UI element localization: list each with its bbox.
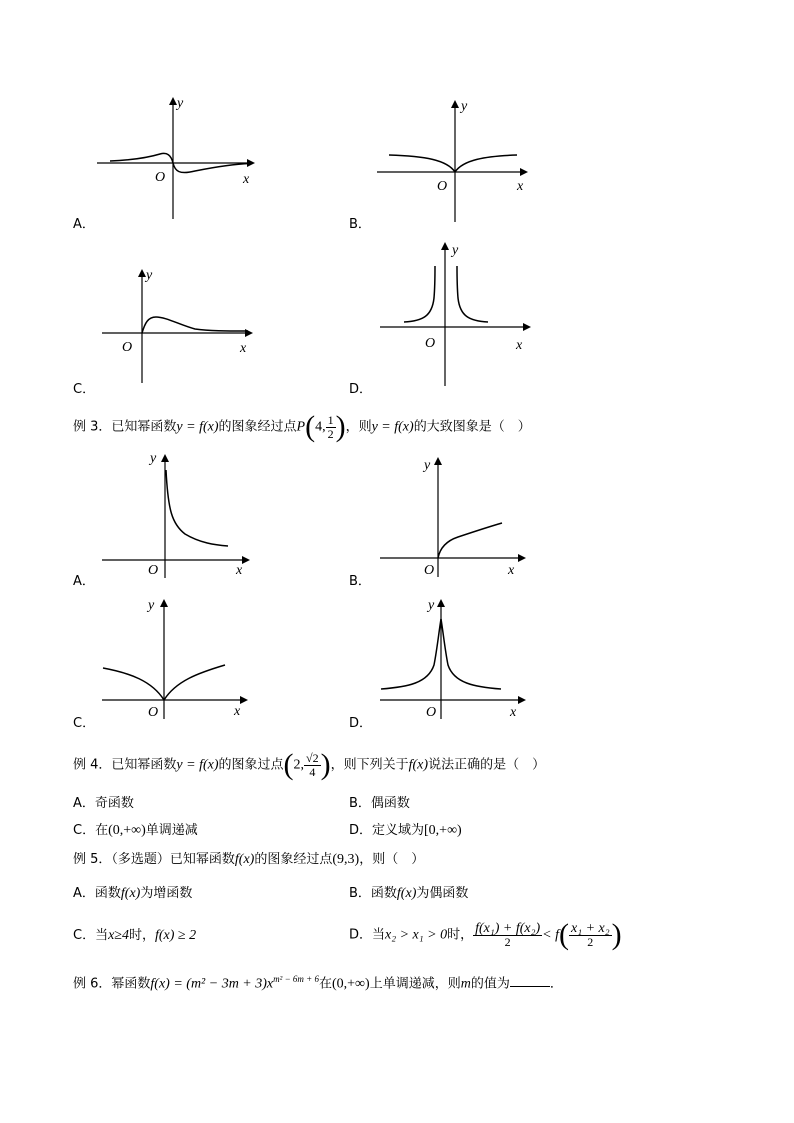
ex3-option-c-label: C． bbox=[73, 716, 96, 731]
svg-text:x: x bbox=[516, 338, 523, 353]
svg-text:x: x bbox=[517, 179, 524, 194]
svg-text:x: x bbox=[236, 563, 243, 578]
svg-text:O: O bbox=[425, 336, 436, 351]
svg-text:y: y bbox=[428, 598, 435, 613]
example-6-question: 例 6．幂函数$f(x) = (m^2 - 3m + 3)x^{m^2 - 6m + 6}$在(0,+∞)上单调递减，则m的值为 ． bbox=[73, 974, 563, 992]
top-option-c-label: C． bbox=[73, 382, 96, 397]
graph-ex3-b bbox=[378, 453, 528, 578]
graph-top-a bbox=[95, 95, 255, 220]
svg-text:x: x bbox=[234, 704, 241, 719]
svg-text:y: y bbox=[148, 598, 155, 613]
ex5-d-right-fraction: $\frac{\text{x₁ + x₂}}{2}$ bbox=[570, 920, 610, 949]
ex5-option-c: C．当x≥4时，f(x) ≥ 2 bbox=[73, 928, 197, 943]
svg-text:O: O bbox=[437, 179, 448, 194]
graph-ex3-a bbox=[100, 450, 250, 580]
svg-text:y: y bbox=[146, 268, 153, 283]
ex4-option-c: C．在(0,+∞)单调递减 bbox=[73, 823, 198, 838]
ex5-option-d: D．当x₂ > x₁ > 0时， $\frac{\text{f(x₁) + f(x₂)}}{2}$ < f( $\frac{\text{x₁ + x₂}}{2}$ ) bbox=[349, 918, 622, 951]
graph-ex3-d bbox=[378, 595, 528, 720]
svg-text:y: y bbox=[177, 96, 184, 111]
graph-top-b bbox=[375, 98, 530, 223]
ex5-option-b: B．函数f(x)为偶函数 bbox=[349, 886, 469, 901]
svg-text:x: x bbox=[510, 705, 517, 720]
svg-text:y: y bbox=[424, 458, 431, 473]
ex4-option-b: B．偶函数 bbox=[349, 796, 410, 811]
graph-ex3-c bbox=[100, 595, 250, 720]
svg-text:O: O bbox=[122, 340, 133, 355]
svg-text:x: x bbox=[508, 563, 515, 578]
top-option-a-label: A． bbox=[73, 217, 95, 232]
example-4-question: 例 4．已知幂函数y = f(x)的图象过点(2, $\frac{√2}{4}$ )，则下列关于f(x)说法正确的是（ ） bbox=[73, 748, 546, 781]
point-fraction: $\frac{√2}{4}$ bbox=[306, 750, 319, 779]
svg-text:y: y bbox=[452, 243, 459, 258]
ex3-option-a-label: A． bbox=[73, 574, 95, 589]
ex4-option-a: A．奇函数 bbox=[73, 796, 134, 811]
top-option-b-label: B． bbox=[349, 217, 371, 232]
svg-text:O: O bbox=[426, 705, 437, 720]
graph-top-d bbox=[378, 238, 533, 388]
point-fraction: $\frac{1}{2}$ bbox=[327, 412, 334, 441]
ex3-option-b-label: B． bbox=[349, 574, 371, 589]
top-option-d-label: D． bbox=[349, 382, 373, 397]
svg-text:O: O bbox=[148, 705, 159, 720]
svg-text:O: O bbox=[155, 170, 166, 185]
svg-text:y: y bbox=[461, 99, 468, 114]
ex5-d-left-fraction: $\frac{\text{f(x₁) + f(x₂)}}{2}$ bbox=[475, 920, 541, 949]
svg-text:O: O bbox=[424, 563, 435, 578]
graph-top-c bbox=[100, 265, 255, 385]
svg-text:x: x bbox=[240, 341, 247, 356]
answer-blank[interactable] bbox=[510, 974, 550, 987]
ex5-option-a: A．函数f(x)为增函数 bbox=[73, 886, 193, 901]
svg-text:y: y bbox=[150, 451, 157, 466]
example-3-question: 例 3．已知幂函数y = f(x)的图象经过点P(4, $\frac{1}{2}$ )，则y = f(x)的大致图象是（ ） bbox=[73, 410, 531, 443]
ex3-option-d-label: D． bbox=[349, 716, 373, 731]
svg-text:x: x bbox=[243, 172, 250, 187]
ex4-option-d: D．定义域为[0,+∞) bbox=[349, 823, 462, 838]
svg-text:O: O bbox=[148, 563, 159, 578]
example-5-question: 例 5．（多选题）已知幂函数f(x)的图象经过点(9,3)，则（ ） bbox=[73, 852, 425, 867]
